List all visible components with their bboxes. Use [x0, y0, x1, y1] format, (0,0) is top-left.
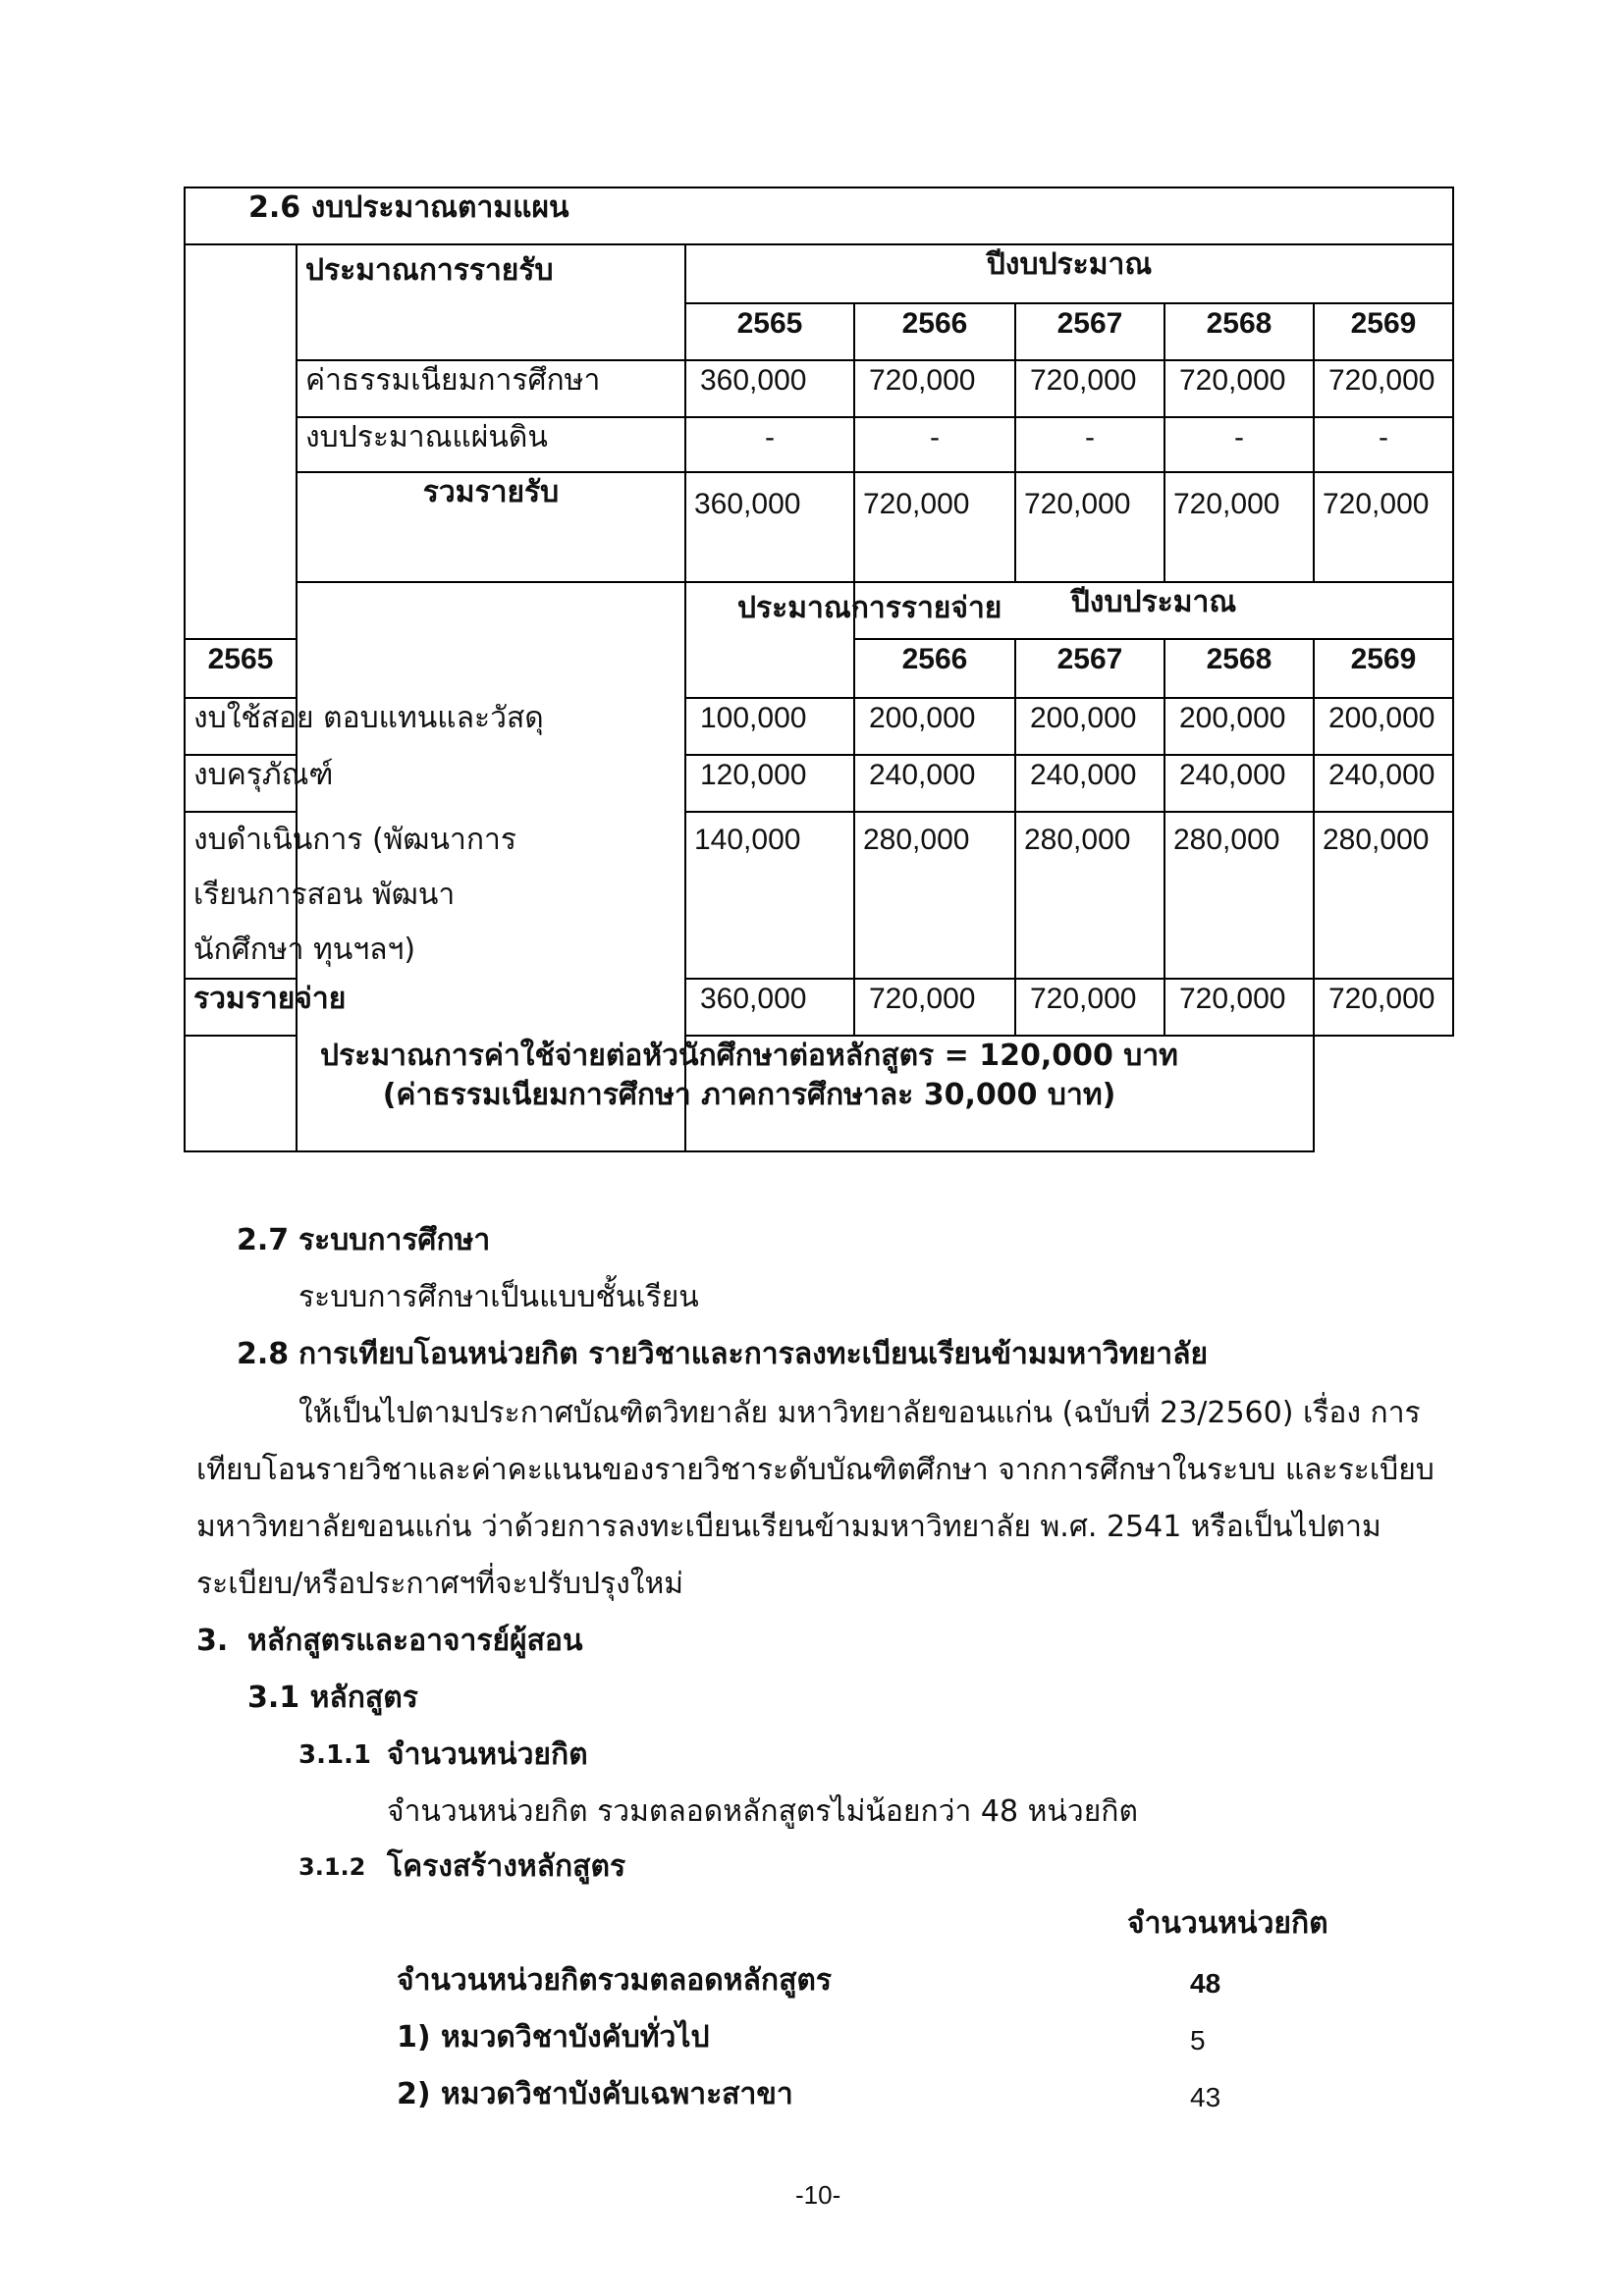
expense-value: 240,000 [1314, 755, 1453, 812]
expense-value: 280,000 [1015, 812, 1164, 979]
income-value: 360,000 [685, 360, 854, 417]
expense-row-label: งบครุภัณฑ์ [185, 755, 297, 812]
credits-item-label: 2) หมวดวิชาบังคับเฉพาะสาขา [397, 2077, 793, 2111]
section-3-number: 3. [196, 1624, 229, 1658]
expense-value: 120,000 [685, 755, 854, 812]
credits-item-value: 5 [1190, 2025, 1206, 2056]
section-2-8-title: การเทียบโอนหน่วยกิต รายวิชาและการลงทะเบียนเรียนข้ามมหาวิทยาลัย [298, 1337, 1209, 1371]
income-blank-cell [185, 244, 297, 639]
expense-value: 280,000 [854, 812, 1015, 979]
section-2-8-line-2: เทียบโอนรายวิชาและค่าคะแนนของรายวิชาระดับบัณฑิตศึกษา จากการศึกษาในระบบ และระเบียบ [196, 1453, 1435, 1487]
section-2-8-line-1: ให้เป็นไปตามประกาศบัณฑิตวิทยาลัย มหาวิทยาลัยขอนแก่น (ฉบับที่ 23/2560) เรื่อง การ [298, 1396, 1421, 1430]
income-total-value: 720,000 [1314, 472, 1453, 582]
expense-multiline-label [185, 812, 517, 979]
income-year-header: 2569 [1314, 303, 1453, 360]
note-line-1: ประมาณการค่าใช้จ่ายต่อหัวนักศึกษาต่อหลักสูตร = 120,000 บาท [320, 1039, 1178, 1073]
income-row-label: งบประมาณแผ่นดิน [297, 417, 685, 472]
expense-total-value: 360,000 [685, 979, 854, 1036]
income-value: - [1015, 417, 1164, 472]
expense-year-header: 2569 [1314, 639, 1453, 698]
expense-label-line: งบดำเนินการ (พัฒนาการ [193, 823, 517, 857]
section-2-7-body: ระบบการศึกษาเป็นแบบชั้นเรียน [298, 1280, 699, 1314]
income-row-label: ค่าธรรมเนียมการศึกษา [297, 360, 685, 417]
expense-value: 200,000 [1015, 698, 1164, 755]
expense-total-value: 720,000 [1015, 979, 1164, 1036]
note-line-2: (ค่าธรรมเนียมการศึกษา ภาคการศึกษาละ 30,000 บาท) [382, 1078, 1116, 1112]
expense-value: 240,000 [1164, 755, 1314, 812]
expense-year-header: 2568 [1164, 639, 1314, 698]
income-total-label: รวมรายรับ [297, 472, 685, 582]
expense-year-header: 2566 [854, 639, 1015, 698]
expense-year-header: 2565 [185, 639, 297, 698]
credits-column-header: จำนวนหน่วยกิต [1127, 1906, 1328, 1941]
section-2-7-title: ระบบการศึกษา [298, 1223, 491, 1257]
credits-item-value: 43 [1190, 2082, 1221, 2112]
income-fiscal-year-label: ปีงบประมาณ [685, 244, 1453, 303]
income-total-value: 720,000 [1164, 472, 1314, 582]
expense-year-header: 2567 [1015, 639, 1164, 698]
income-year-header: 2567 [1015, 303, 1164, 360]
income-header: ประมาณการรายรับ [297, 244, 685, 360]
section-3-1-2-number: 3.1.2 [298, 1853, 366, 1881]
section-2-8-line-4: ระเบียบ/หรือประกาศฯที่จะปรับปรุงใหม่ [196, 1567, 683, 1601]
expense-label-line: นักศึกษา ทุนฯลฯ) [193, 933, 416, 967]
expense-label-line: เรียนการสอน พัฒนา [193, 878, 456, 912]
per-student-cost-note [185, 1036, 1314, 1151]
credits-total-value: 48 [1190, 1968, 1221, 1999]
section-3-1-1-title: จำนวนหน่วยกิต [387, 1737, 588, 1772]
expense-value: 200,000 [1314, 698, 1453, 755]
section-2-8-line-3: มหาวิทยาลัยขอนแก่น ว่าด้วยการลงทะเบียนเรียนข้ามมหาวิทยาลัย พ.ศ. 2541 หรือเป็นไปตาม [196, 1510, 1381, 1544]
income-total-value: 720,000 [1015, 472, 1164, 582]
income-value: 720,000 [1314, 360, 1453, 417]
section-3-1-1-number: 3.1.1 [298, 1740, 372, 1770]
expense-value: 140,000 [685, 812, 854, 979]
section-3-title: หลักสูตรและอาจารย์ผู้สอน [247, 1624, 583, 1658]
expense-value: 280,000 [1314, 812, 1453, 979]
income-value: - [1314, 417, 1453, 472]
income-value: - [685, 417, 854, 472]
income-year-header: 2565 [685, 303, 854, 360]
section-3-1-title: 3.1 หลักสูตร [247, 1681, 418, 1715]
credits-item-label: 1) หมวดวิชาบังคับทั่วไป [397, 2020, 710, 2055]
expense-value: 200,000 [854, 698, 1015, 755]
income-value: - [1164, 417, 1314, 472]
budget-section-title: 2.6 งบประมาณตามแผน [185, 187, 1453, 244]
expense-fiscal-year-label: ปีงบประมาณ [854, 582, 1453, 639]
expense-total-value: 720,000 [1164, 979, 1314, 1036]
income-total-value: 720,000 [854, 472, 1015, 582]
income-value: 720,000 [854, 360, 1015, 417]
income-value: - [854, 417, 1015, 472]
expense-total-label: รวมรายจ่าย [185, 979, 297, 1036]
expense-value: 200,000 [1164, 698, 1314, 755]
credits-total-label: จำนวนหน่วยกิตรวมตลอดหลักสูตร [397, 1963, 832, 1998]
section-2-7-number: 2.7 [237, 1223, 290, 1257]
expense-value: 240,000 [1015, 755, 1164, 812]
expense-total-value: 720,000 [1314, 979, 1453, 1036]
section-3-1-1-body: จำนวนหน่วยกิต รวมตลอดหลักสูตรไม่น้อยกว่า 48 หน่วยกิต [387, 1794, 1138, 1829]
expense-value: 240,000 [854, 755, 1015, 812]
expense-value: 100,000 [685, 698, 854, 755]
income-value: 720,000 [1015, 360, 1164, 417]
income-year-header: 2568 [1164, 303, 1314, 360]
income-year-header: 2566 [854, 303, 1015, 360]
income-value: 720,000 [1164, 360, 1314, 417]
expense-total-value: 720,000 [854, 979, 1015, 1036]
expense-value: 280,000 [1164, 812, 1314, 979]
income-total-value: 360,000 [685, 472, 854, 582]
expense-header: ประมาณการรายจ่าย [685, 582, 854, 698]
page-number: -10- [795, 2180, 841, 2210]
budget-table [184, 187, 1454, 1152]
expense-row-label: งบใช้สอย ตอบแทนและวัสดุ [185, 698, 297, 755]
section-2-8-number: 2.8 [237, 1337, 290, 1371]
section-3-1-2-title: โครงสร้างหลักสูตร [387, 1849, 626, 1884]
